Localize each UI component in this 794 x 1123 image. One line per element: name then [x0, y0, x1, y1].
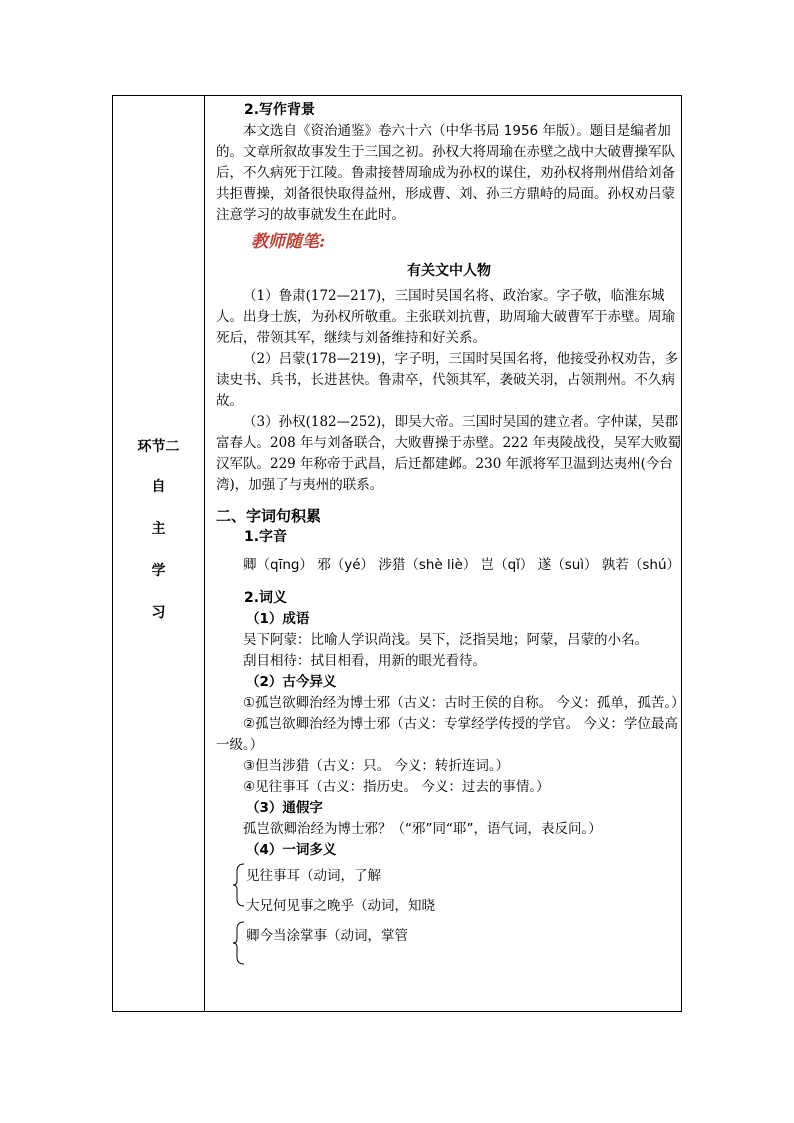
section-char-3: 学	[151, 563, 166, 579]
person-lumeng: （2）吕蒙(178—219)，字子明，三国时吴国名将，他接受孙权劝告，多读史书、兵书，长进甚快。鲁肃卒，代领其军，袭破关羽，占领荆州。不久病故。	[216, 351, 679, 409]
person-sunquan: （3）孙权(182—252)，即吴大帝。三国时吴国的建立者。字仲谋，吴郡富春人。208 年与刘备联合，大败曹操于赤壁。222 年夷陵战役，吴军大败蜀汉军队。229 年称帝于武昌，后迁都建邺。230 年派将军卫温到达夷州(今台湾)，加强了与夷州的联系。	[216, 414, 682, 493]
section-char-4: 习	[151, 605, 166, 621]
poly-3: 卿今当涂掌事（动词，掌管	[246, 928, 408, 944]
diff-2: ②孤岂欲卿治经为博士邪（古义：专掌经学传授的学官。 今义：学位最高一级。）	[216, 716, 678, 753]
content-body	[216, 100, 685, 951]
diff-heading: （2）古今异义	[246, 674, 337, 690]
idiom-heading: （1）成语	[246, 611, 310, 627]
idiom-2: 刮目相待：拭目相看，用新的眼光看待。	[243, 653, 486, 669]
idiom-1: 吴下阿蒙：比喻人学识尚浅。吴下，泛指吴地；阿蒙，吕蒙的小名。	[243, 632, 648, 648]
section-label-cell	[113, 96, 205, 1012]
section-char-2: 主	[151, 521, 166, 537]
background-heading: 2.写作背景	[244, 102, 316, 118]
tongjia-heading: （3）通假字	[246, 800, 323, 816]
brace-icon	[232, 921, 246, 965]
vocab-title: 二、字词句积累	[216, 507, 322, 525]
diff-3: ③但当涉猎（古义：只。 今义：转折连词。）	[243, 758, 510, 774]
poly-1: 见往事耳（动词，了解	[246, 868, 381, 884]
diff-4: ④见往事耳（古义：指历史。 今义：过去的事情。）	[243, 779, 550, 795]
content-cell	[205, 96, 685, 1012]
poly-group	[216, 861, 682, 951]
section-title: 环节二	[137, 439, 180, 455]
lesson-table	[112, 95, 685, 1012]
section-char-1: 自	[151, 479, 166, 495]
pron-line: 卿（qīng） 邪（yé） 涉猎（shè liè） 岂（qǐ） 遂（suì） 孰若（shú）	[243, 557, 680, 573]
brace-icon	[232, 863, 246, 907]
pron-heading: 1.字音	[244, 529, 288, 545]
poly-heading: （4）一词多义	[246, 842, 337, 858]
background-text: 本文选自《资治通鉴》卷六十六（中华书局 1956 年版）。题目是编者加的。文章所叙故事发生于三国之初。孙权大将周瑜在赤壁之战中大破曹操军队后，不久病死于江陵。鲁肃接替周瑜成为孙权的谋住，劝孙权将荆州借给刘备共拒曹操，刘备很快取得益州，形成曹、刘、孙三方鼎峙的局面。孙权劝吕蒙注意学习的故事就发生在此时。	[216, 123, 675, 223]
tongjia-1: 孤岂欲卿治经为博士邪？（“邪”同“耶”，语气词，表反问。）	[243, 821, 602, 837]
meaning-heading: 2.词义	[244, 590, 288, 606]
teacher-note: 教师随笔:	[251, 232, 326, 252]
poly-2: 大兄何见事之晚乎（动词，知晓	[246, 898, 435, 914]
people-title: 有关文中人物	[407, 263, 491, 279]
diff-1: ①孤岂欲卿治经为博士邪（古义：古时王侯的自称。 今义：孤单，孤苦。）	[243, 695, 685, 711]
person-lusu: （1）鲁肃(172—217)，三国时吴国名将、政治家。字子敬，临淮东城人。出身士族，为孙权所敬重。主张联刘抗曹，助周瑜大破曹军于赤壁。周瑜死后，带领其军，继续与刘备维持和好关系。	[216, 288, 675, 346]
